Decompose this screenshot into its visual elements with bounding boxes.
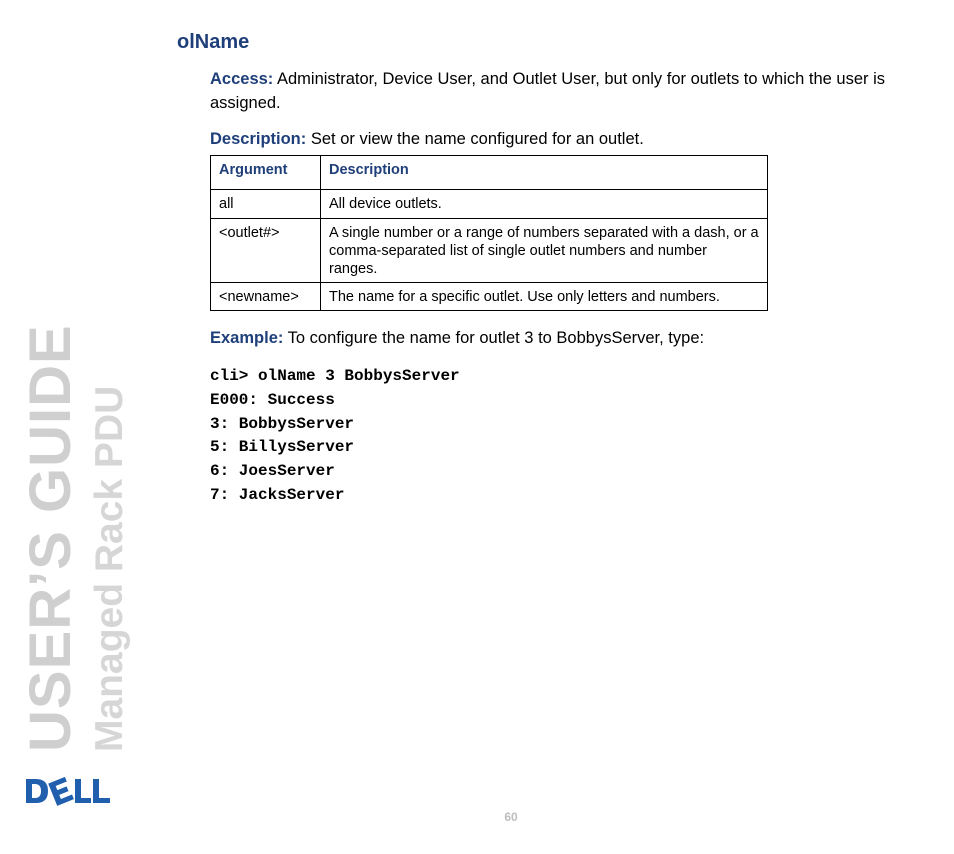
description-text: Set or view the name configured for an outlet. <box>310 130 644 148</box>
example-label: Example: <box>210 329 284 347</box>
access-paragraph <box>210 67 910 115</box>
access-text: Administrator, Device User, and Outlet User, but only for outlets to which the user is assigned. <box>210 70 886 112</box>
code-line: 7: JacksServer <box>210 485 345 504</box>
header-description: Description <box>321 156 768 190</box>
code-block <box>210 365 460 508</box>
arguments-table <box>210 155 768 311</box>
argument-cell: all <box>211 190 321 219</box>
example-paragraph <box>210 326 704 350</box>
table-row <box>211 219 768 283</box>
description-cell: The name for a specific outlet. Use only letters and numbers. <box>321 283 768 311</box>
argument-cell: <outlet#> <box>211 219 321 283</box>
description-paragraph <box>210 127 644 151</box>
section-title: olName <box>177 31 250 53</box>
code-line: cli> olName 3 BobbysServer <box>210 367 460 385</box>
table-header-row <box>211 156 768 190</box>
table-row <box>211 283 768 311</box>
page-number: 60 <box>504 810 518 824</box>
access-label: Access: <box>210 70 274 88</box>
description-cell: All device outlets. <box>321 190 768 219</box>
dell-logo <box>24 776 112 806</box>
description-label: Description: <box>210 130 307 148</box>
code-line: 3: BobbysServer <box>210 414 355 433</box>
argument-cell: <newname> <box>211 283 321 311</box>
side-subtitle: Managed Rack PDU <box>88 385 131 752</box>
example-text: To configure the name for outlet 3 to BobbysServer, type: <box>287 329 705 347</box>
code-line: E000: Success <box>210 390 335 409</box>
description-cell: A single number or a range of numbers separated with a dash, or a comma-separated list of single outlet numbers and number ranges. <box>321 219 768 283</box>
code-line: 6: JoesServer <box>210 462 335 481</box>
table-row <box>211 190 768 219</box>
header-argument: Argument <box>211 156 321 190</box>
side-title: USER’S GUIDE <box>18 324 83 752</box>
code-line: 5: BillysServer <box>210 438 355 457</box>
